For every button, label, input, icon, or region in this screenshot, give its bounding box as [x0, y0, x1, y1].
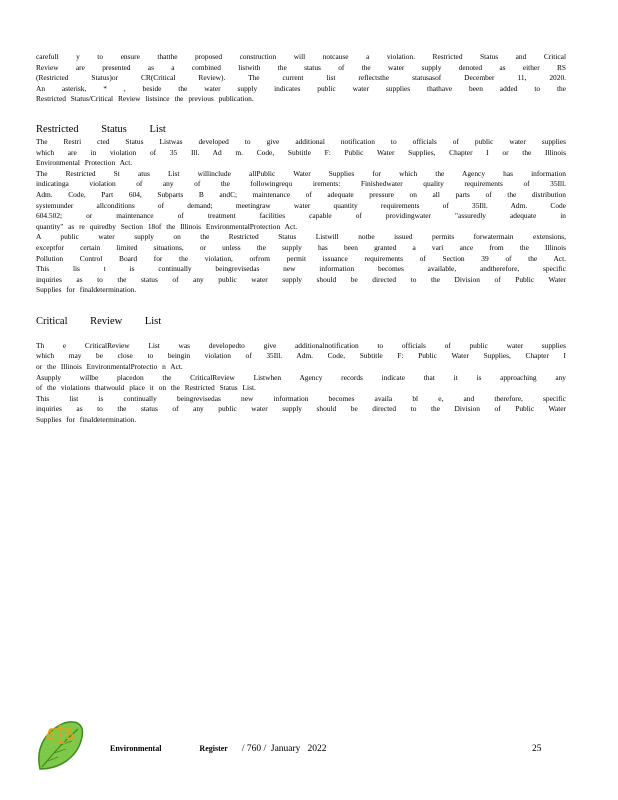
page-footer	[0, 715, 618, 775]
restricted-status-heading: Restricted Status List	[36, 123, 166, 135]
text-line: (Restricted Status)or CR(Critical Review). The current list reflectsthe statusasof December 11, 2020.	[36, 73, 566, 83]
text-line: exceptfor certain limited situations, or unless the supply has been granted a vari ance from the Illinois	[36, 242, 566, 252]
text-line: indicatinga violation of any of the followingrequ irements: Finishedwater quality requirements of 35Ill.	[36, 179, 566, 189]
intro-paragraph	[36, 52, 566, 105]
page-number: 25	[532, 744, 542, 754]
text-line: Supplies for finaldetermination.	[36, 285, 137, 295]
text-line: Adm. Code, Part 604, Subparts B andC; maintenance of adequate pressure on all parts of the distribution	[36, 189, 566, 199]
text-line: or the Illinois EnvironmentalProtectio n Act.	[36, 362, 183, 372]
text-line: Supplies for finaldetermination.	[36, 415, 137, 425]
text-line: which may be close to beingin violation of 35Ill. Adm. Code, Subtitle F: Public Water Supplies, Chapter I	[36, 351, 566, 361]
text-line: quantity" as re quiredby Section 18of the Illinois EnvironmentalProtection Act.	[36, 221, 298, 231]
publication-line	[110, 744, 327, 754]
text-line: An asterisk, * , beside the water supply indicates public water supplies thathave been added to the	[36, 83, 566, 93]
text-line: This list is continually beingrevisedas new information becomes availa bl e, and therefore, specific	[36, 393, 566, 403]
text-line: Asupply willbe placedon the CriticalReview Listwhen Agency records indicate that it is approaching any	[36, 372, 566, 382]
text-line: Review are presented as a combined listwith the status of the water supply denoted as either RS	[36, 62, 566, 72]
text-line: Th e CriticalReview List was developedto give additionalnotification to officials of public water supplies	[36, 340, 566, 350]
text-line: inquiries as to the status of any public water supply should be directed to the Division of Public Water	[36, 274, 566, 284]
text-line: Pollution Control Board for the violation, orfrom permit issuance requirements of Section 39 of the Act.	[36, 253, 566, 263]
restricted-status-section	[36, 137, 566, 296]
text-line: A public water supply on the Restricted Status Listwill notbe issued permits forwatermain extensions,	[36, 232, 566, 242]
text-line: Environmental Protection Act.	[36, 158, 133, 168]
document-body	[36, 52, 566, 426]
text-line: systemunder allconditions of demand; meetingraw water quantity requirements of 35Ill. Adm. Code	[36, 200, 566, 210]
critical-review-section	[36, 341, 566, 426]
publication-name-word: Environmental	[110, 744, 162, 753]
leaf-scales-logo-icon	[34, 717, 86, 773]
text-line: Restricted Status/Critical Review listsince the previous publication.	[36, 94, 254, 104]
text-line: The Restri cted Status Listwas developed to give additional notification to officials of public water supplies	[36, 136, 566, 146]
text-line: 604.502; or maintenance of treatment facilities capable of providingwater "assuredly adequate in	[36, 211, 566, 221]
text-line: The Restricted St atus List willinclude allPublic Water Supplies for which the Agency has information	[36, 168, 566, 178]
text-line: carefull y to ensure thatthe proposed construction will notcause a violation. Restricted Status and Critical	[36, 52, 566, 61]
critical-review-heading: Critical Review List	[36, 315, 162, 327]
issue-date: / 760 / January 2022	[241, 744, 327, 754]
publication-name-word: Register	[199, 744, 228, 753]
text-line: of the violations thatwould place it on the Restricted Status List.	[36, 383, 256, 393]
text-line: This lis t is continually beingrevisedas new information becomes available, andtherefore, specific	[36, 264, 566, 274]
text-line: which are in violation of 35 Ill. Ad m. Code, Subtitle F: Public Water Supplies, Chapter I or the Illinois	[36, 147, 566, 157]
text-line: inquiries as to the status of any public water supply should be directed to the Division of Public Water	[36, 404, 566, 414]
